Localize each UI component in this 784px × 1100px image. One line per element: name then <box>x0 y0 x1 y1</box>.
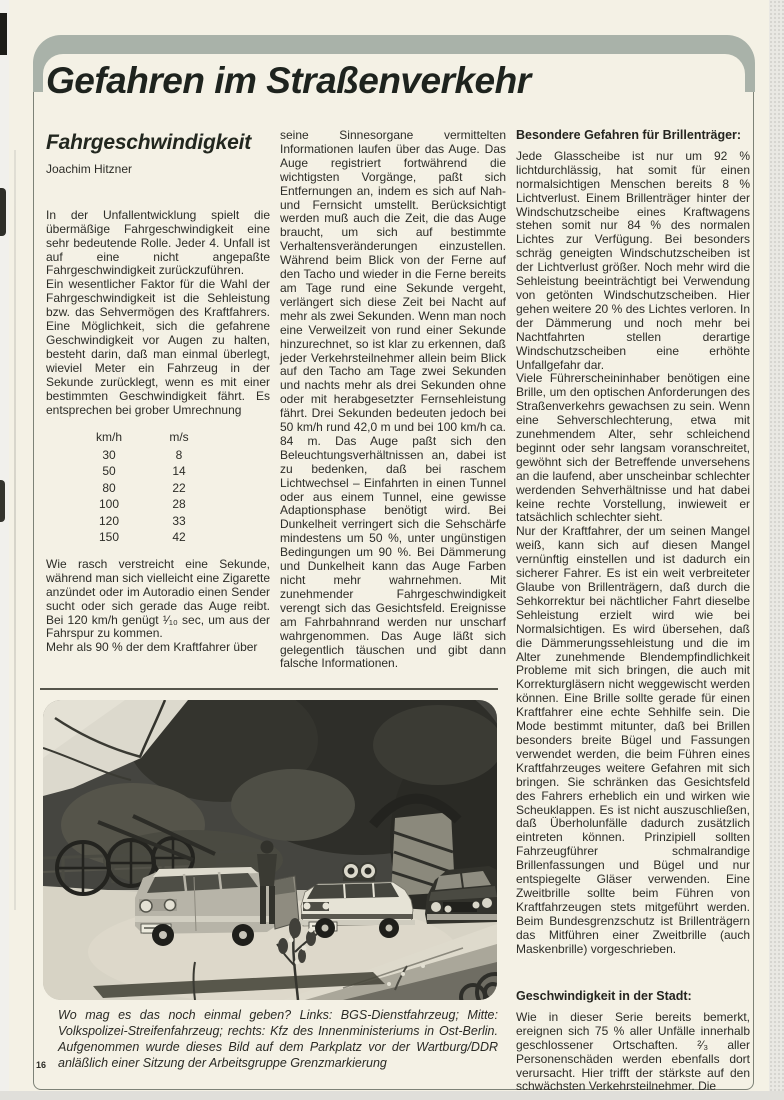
scan-artifact <box>0 480 5 522</box>
paragraph: seine Sinnesorgane vermittelten Informationen laufen über das Auge. Das Auge registriert fortwährend die wichtigsten Vorgänge, paßt sich Entfernungen an, indem es sich auf Nah- und Fernsicht umstellt. Berücksichtigt werden muß auch die Zeit, die das Auge braucht, um sich auf bestimmte Verhaltensveränderungen einzustellen. Während beim Blick von der Ferne auf den Tacho und wieder in die Ferne bereits am Tage rund eine Sekunde vergeht, verlängert sich diese Zeit bei Nacht auf mehr als zwei Sekunden. Wenn man noch eine Verweilzeit von rund einer Sekunde hinzurechnet, so ist klar zu erkennen, daß jeder Verkehrsteilnehmer allein beim Blick auf den Tacho am Tage zwei Sekunden und nachts mehr als drei Sekunden ohne oder mit herabgesetzter Fernsehleistung fährt. Drei Sekunden bedeuten jedoch bei 50 km/h rund 42,0 m und bei 100 km/h ca. 84 m. Das Auge paßt sich den Beleuchtungsverhältnissen an, dabei ist zu bedenken, daß bei raschem Lichtwechsel – Einfahrten in einen Tunnel oder aus einem Tunnel, eine gewisse Adaptionsphase benötigt wird. Bei Dunkelheit verringert sich die Sehschärfe mindestens um 50 %, unter ungünstigen Bedingungen um 90 %. Bei Dämmerung und Dunkelheit kann das Auge Farben nicht mehr wahrnehmen. Mit zunehmender Fahrgeschwindigkeit verengt sich das Gesichtsfeld. Ereignisse am Fahrbahnrand werden nur unscharf wahrgenommen. Das Auge läßt sich gelegentlich täuschen und gibt dann falsche Informationen. <box>280 128 506 671</box>
paragraph: In der Unfallentwicklung spielt die übermäßige Fahrgeschwindigkeit eine sehr bedeutende Rolle. Jeder 4. Unfall ist auf eine nicht angepaßte Fahrgeschwindigkeit zurückzuführen. <box>46 207 270 278</box>
table-header: km/h <box>95 430 122 445</box>
column-2 <box>280 129 506 671</box>
column-3 <box>516 129 750 956</box>
author-byline: Joachim Hitzner <box>46 161 133 176</box>
paragraph: Wie in dieser Serie bereits bemerkt, ereignen sich 75 % aller Unfälle innerhalb geschlossener Ortschaften. ²⁄₃ aller Personenschäden werden ebenfalls dort verursacht. Hier trifft der stärkste auf den schwächsten Verkehrsteilnehmer. Die <box>516 1009 750 1094</box>
page-title: Gefahren im Straßenverkehr <box>46 60 531 101</box>
table-cell: 33 <box>172 513 186 528</box>
subsection-heading: Besondere Gefahren für Brillenträger: <box>516 128 742 142</box>
section-heading: Fahrgeschwindigkeit <box>46 131 252 154</box>
scan-edge-left <box>0 0 9 1100</box>
photo-divider-rule <box>40 688 498 690</box>
table-cell: 80 <box>102 480 116 495</box>
table-cell: 22 <box>172 480 186 495</box>
paragraph: Nur der Kraftfahrer, der um seinen Mangel weiß, kann sich auf diesen Mangel vernünftig einstellen und ist dadurch ein sicherer Fahrer. Es ist ein weit verbreiteter Glaube von Brillenträgern, daß durch die Sehkorrektur bei nächtlicher Fahrt dieselbe Sehleistung erzielt wird wie bei Normalsichtigen. Es wird übersehen, daß die Dämmerungssehleistung und die im Alter zunehmende Blendempfindlichkeit Probleme mit sich bringen, die auch mit Korrekturgläsern nicht weggewischt werden können. Eine Brille sollte gerade für einen Kraftfahrer eine echte Sehhilfe sein. Die Mode bestimmt mitunter, daß bei Brillen besonders breite Bügel und Fassungen verwendet werden, die beim Führen eines Kraftfahrzeuges weitere Gefahren mit sich bringen. Sie schränken das Gesichtsfeld des Fahrers erheblich ein und wirken wie Scheuklappen. Es ist nicht auszuschließen, daß Überholunfälle dadurch zusätzlich eintreten können. Prinzipiell sollten Fahrzeugführer schmalrandige Brillenfassungen und Bügel und nur entspiegelte Gläser verwenden. Eine Zweitbrille sollte beim Führen von Kraftfahrzeugen stets mitgeführt werden. Beim Bundesgrenzschutz ist Brillenträgern das Mitführen einer Zweitbrille (auch Maskenbrille) vorgeschrieben. <box>516 524 750 956</box>
paragraph: Wie rasch verstreicht eine Sekunde, während man sich vielleicht eine Zigarette anzündet oder im Autoradio einen Sender sucht oder sich gerade das Auge reibt. Bei 120 km/h genügt ¹⁄₁₀ sec, um aus der Fahrspur zu kommen. <box>46 556 270 641</box>
table-row <box>74 480 214 497</box>
table-row <box>74 529 214 546</box>
parking-lot-photo-illustration <box>43 700 497 1000</box>
scan-artifact <box>0 188 6 236</box>
table-header-row <box>74 429 214 447</box>
table-cell: 120 <box>98 513 120 528</box>
page-number: 16 <box>36 1060 47 1070</box>
table-row <box>74 463 214 480</box>
photo-caption: Wo mag es das noch einmal geben? Links: BGS-Dienstfahrzeug; Mitte: Volkspolizei-Streifenfahrzeug; rechts: Kfz des Innenministeriums in Ost-Berlin. Aufgenommen wurde dieses Bild auf dem Parkplatz vor der Wartburg/DDR anläßlich einer Sitzung der Arbeitsgruppe Grenzmarkierung <box>58 1008 498 1070</box>
table-cell: 8 <box>175 447 183 462</box>
table-cell: 14 <box>172 464 186 479</box>
table-row <box>74 447 214 464</box>
table-cell: 28 <box>172 497 186 512</box>
paragraph: Mehr als 90 % der dem Kraftfahrer über <box>46 640 258 655</box>
article-photo <box>43 700 497 1000</box>
scan-edge-right <box>769 0 784 1100</box>
scan-artifact <box>0 13 7 55</box>
table-cell: 100 <box>98 497 120 512</box>
subsection-heading: Geschwindigkeit in der Stadt: <box>516 989 692 1003</box>
table-cell: 150 <box>98 530 120 545</box>
table-row <box>74 496 214 513</box>
table-cell: 50 <box>102 464 116 479</box>
table-cell: 42 <box>172 530 186 545</box>
page-curl-shadow <box>14 150 16 910</box>
table-row <box>74 513 214 530</box>
speed-conversion-table <box>74 429 214 546</box>
paragraph: Jede Glasscheibe ist nur um 92 % lichtdurchlässig, hat somit für einen normalsichtigen Menschen bereits 8 % Lichtverlust. Einem Brillenträger hinter der Windschutzscheibe eines Kraftwagens stehen somit nur 84 % des normalen Lichtes zur Verfügung. Bei besonders schräg geneigten Windschutzscheiben ist der Lichtverlust größer. Noch mehr wird die Sehleistung beeinträchtigt bei Verwendung von getönten Windschutzscheiben. Hier gehen weitere 20 % des Lichtes verloren. In der Dämmerung und noch mehr bei Nachtfahrten stellen derartige Windschutzscheiben eine erhöhte Unfallgefahr dar. <box>516 148 750 372</box>
table-header: m/s <box>169 430 189 445</box>
table-cell: 30 <box>102 447 116 462</box>
column-1 <box>46 131 270 655</box>
paragraph: Viele Führerscheininhaber benötigen eine Brille, um den optischen Anforderungen des Straßenverkehrs gewachsen zu sein. Wenn eine Sehverschlechterung, etwa mit zunehmendem Alter, sehr schleichend beginnt oder sehr langsam voranschreitet, gewöhnt sich der Betreffende unversehens an die laufend, aber unscheinbar schlechter werdenden Sehverhältnisse und hat dabei keine rechte Vorstellung, inwieweit er tatsächlich schlechter sieht. <box>516 371 750 525</box>
column-3-lower <box>516 990 750 1094</box>
paragraph: Ein wesentlicher Faktor für die Wahl der Fahrgeschwindigkeit ist die Sehleistung bzw. das Sehvermögen des Kraftfahrers. Eine Möglichkeit, sich die gefahrene Geschwindigkeit vor Augen zu halten, besteht darin, daß man einmal überlegt, wieviel Meter ein Fahrzeug in der Sekunde zurücklegt, wenn es mit einer bestimmten Geschwindigkeit fährt. Es entsprechen bei grober Umrechnung <box>46 277 270 417</box>
